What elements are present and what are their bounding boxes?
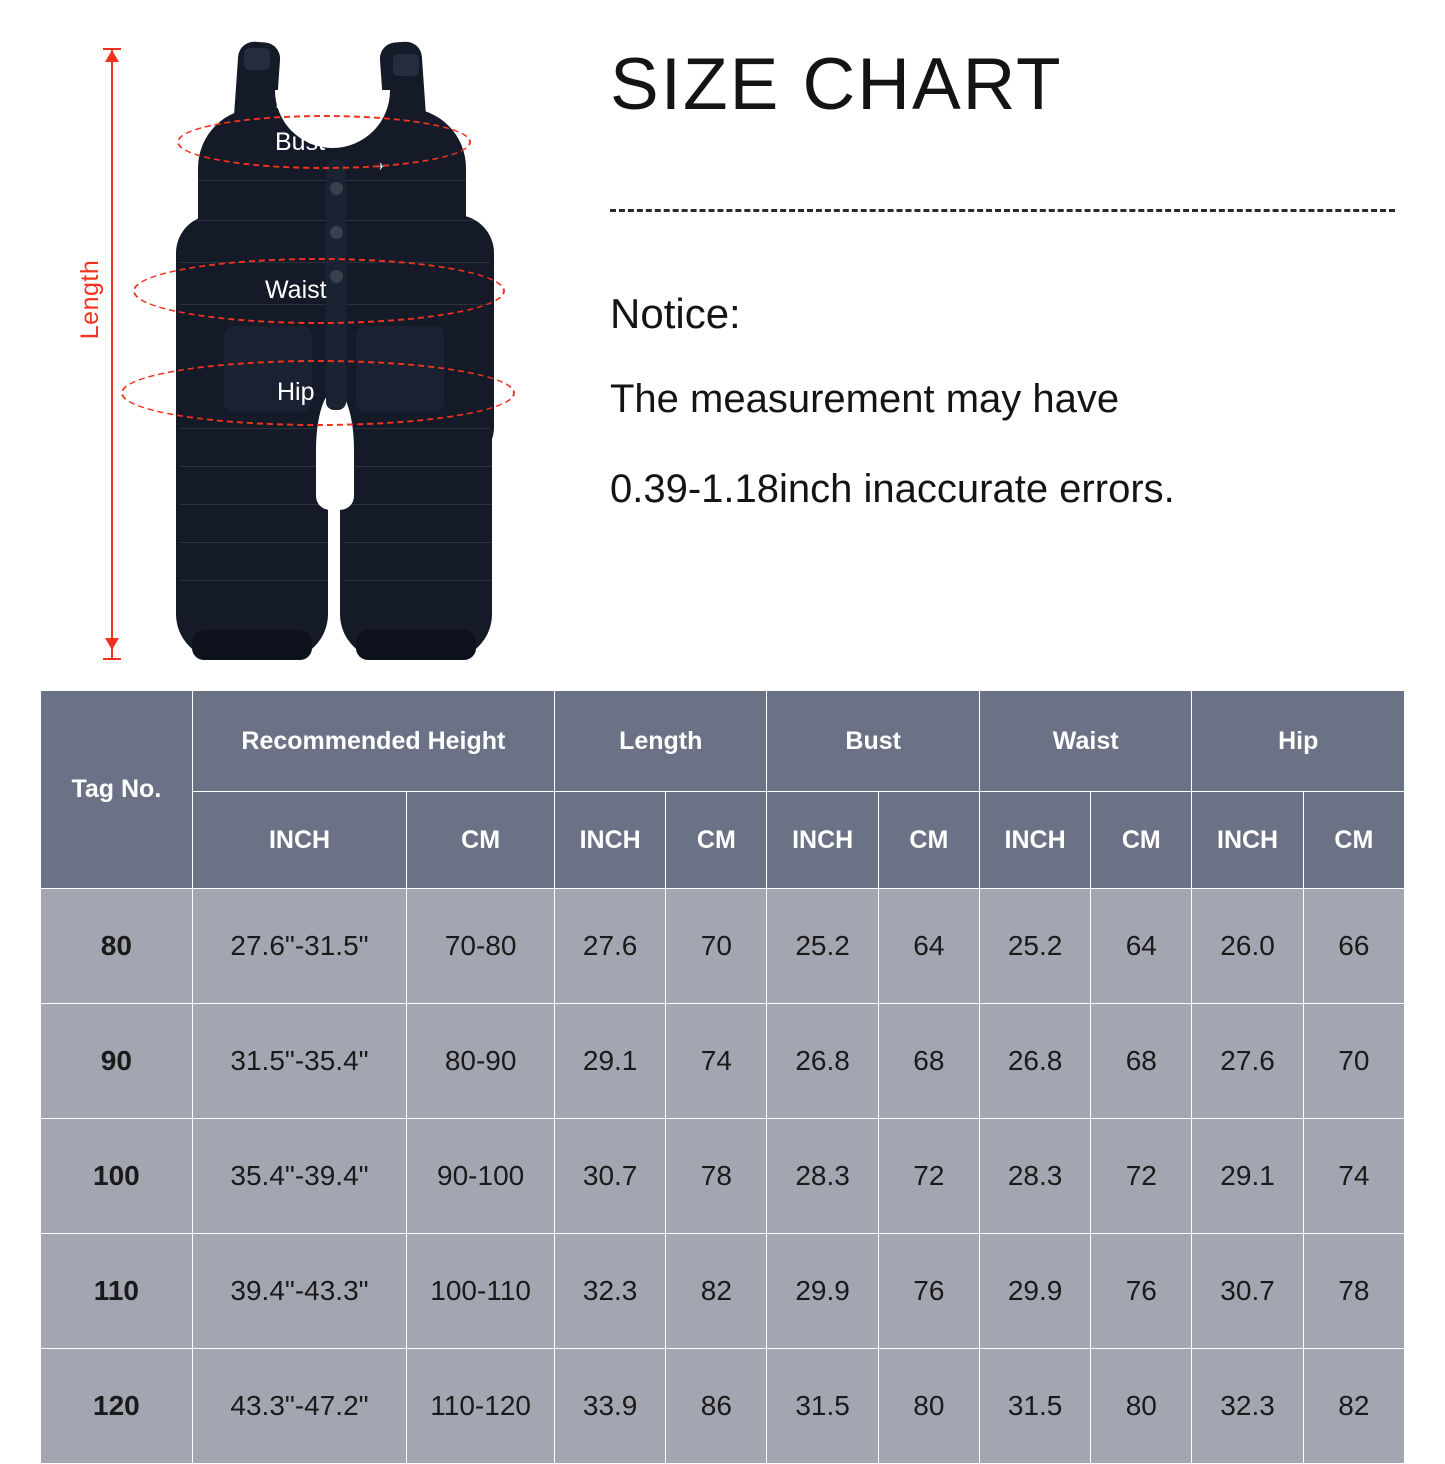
table-body [41,889,1405,1464]
cell-tag: 110 [41,1234,193,1349]
cell-hip-cm: 70 [1303,1004,1404,1119]
cell-tag: 90 [41,1004,193,1119]
cell-length-cm: 70 [666,889,767,1004]
subheader-waist-cm: CM [1091,792,1192,889]
cell-hip-inch: 29.1 [1192,1119,1303,1234]
subheader-hip-cm: CM [1303,792,1404,889]
header-bust: Bust [767,691,979,792]
waist-measure-label: Waist [265,276,327,304]
header-recommended-height: Recommended Height [192,691,554,792]
cell-waist-inch: 25.2 [979,889,1090,1004]
subheader-length-cm: CM [666,792,767,889]
cell-height-cm: 90-100 [407,1119,555,1234]
cell-waist-cm: 68 [1091,1004,1192,1119]
cell-bust-cm: 76 [878,1234,979,1349]
cell-height-cm: 80-90 [407,1004,555,1119]
garment-illustration [76,20,555,670]
cell-height-cm: 70-80 [407,889,555,1004]
cell-bust-inch: 28.3 [767,1119,878,1234]
cell-bust-cm: 80 [878,1349,979,1464]
cell-waist-inch: 29.9 [979,1234,1090,1349]
notice-line-2: 0.39-1.18inch inaccurate errors. [610,467,1175,511]
section-divider [610,209,1395,212]
cell-tag: 120 [41,1349,193,1464]
page-title: SIZE CHART [610,44,1063,125]
cell-tag: 80 [41,889,193,1004]
cell-bust-cm: 64 [878,889,979,1004]
cell-hip-cm: 78 [1303,1234,1404,1349]
cell-hip-cm: 66 [1303,889,1404,1004]
header-length: Length [554,691,766,792]
hip-measure-ellipse [121,360,515,426]
cell-bust-cm: 68 [878,1004,979,1119]
subheader-height-cm: CM [407,792,555,889]
subheader-length-inch: INCH [554,792,665,889]
cell-length-inch: 33.9 [554,1349,665,1464]
cell-length-cm: 78 [666,1119,767,1234]
cell-tag: 100 [41,1119,193,1234]
snap-button [330,182,343,195]
size-table-container [40,690,1405,1464]
cell-hip-inch: 32.3 [1192,1349,1303,1464]
table-row [41,1119,1405,1234]
buckle-right [393,54,419,76]
table-row [41,1004,1405,1119]
cell-height-inch: 39.4"-43.3" [192,1234,407,1349]
table-row [41,1234,1405,1349]
cell-height-cm: 110-120 [407,1349,555,1464]
brand-logo: ✈ [376,162,386,173]
top-section [0,0,1445,690]
notice-line-1: The measurement may have [610,377,1120,421]
cell-length-inch: 29.1 [554,1004,665,1119]
cuff-right [356,630,476,660]
cell-waist-cm: 76 [1091,1234,1192,1349]
subheader-bust-inch: INCH [767,792,878,889]
cell-hip-inch: 26.0 [1192,889,1303,1004]
header-hip: Hip [1192,691,1405,792]
cell-length-inch: 30.7 [554,1119,665,1234]
notice-heading: Notice: [610,290,741,337]
subheader-waist-inch: INCH [979,792,1090,889]
cell-bust-inch: 26.8 [767,1004,878,1119]
cuff-left [192,630,312,660]
header-tag-no: Tag No. [41,691,193,889]
cell-bust-inch: 31.5 [767,1349,878,1464]
cell-waist-inch: 28.3 [979,1119,1090,1234]
hip-measure-label: Hip [277,378,315,406]
cell-length-cm: 82 [666,1234,767,1349]
snap-button [330,226,343,239]
cell-length-inch: 27.6 [554,889,665,1004]
cell-waist-cm: 64 [1091,889,1192,1004]
bust-measure-label: Bust [275,128,326,156]
cell-hip-inch: 30.7 [1192,1234,1303,1349]
size-chart-table [40,690,1405,1464]
cell-bust-inch: 25.2 [767,889,878,1004]
table-head [41,691,1405,889]
table-row [41,1349,1405,1464]
header-waist: Waist [979,691,1191,792]
subheader-hip-inch: INCH [1192,792,1303,889]
cell-waist-inch: 26.8 [979,1004,1090,1119]
cell-waist-inch: 31.5 [979,1349,1090,1464]
buckle-left [244,48,270,70]
length-dimension-arrow [99,42,125,664]
info-column [610,44,1400,518]
cell-bust-inch: 29.9 [767,1234,878,1349]
table-row [41,889,1405,1004]
cell-hip-cm: 82 [1303,1349,1404,1464]
cell-length-cm: 86 [666,1349,767,1464]
cell-waist-cm: 80 [1091,1349,1192,1464]
cell-hip-cm: 74 [1303,1119,1404,1234]
cell-height-cm: 100-110 [407,1234,555,1349]
length-axis-label: Length [76,259,105,340]
cell-height-inch: 27.6"-31.5" [192,889,407,1004]
cell-length-cm: 74 [666,1004,767,1119]
cell-height-inch: 35.4"-39.4" [192,1119,407,1234]
cell-bust-cm: 72 [878,1119,979,1234]
subheader-height-inch: INCH [192,792,407,889]
subheader-bust-cm: CM [878,792,979,889]
cell-height-inch: 31.5"-35.4" [192,1004,407,1119]
table-group-header-row [41,691,1405,792]
cell-height-inch: 43.3"-47.2" [192,1349,407,1464]
table-sub-header-row [41,792,1405,889]
cell-waist-cm: 72 [1091,1119,1192,1234]
cell-length-inch: 32.3 [554,1234,665,1349]
cell-hip-inch: 27.6 [1192,1004,1303,1119]
